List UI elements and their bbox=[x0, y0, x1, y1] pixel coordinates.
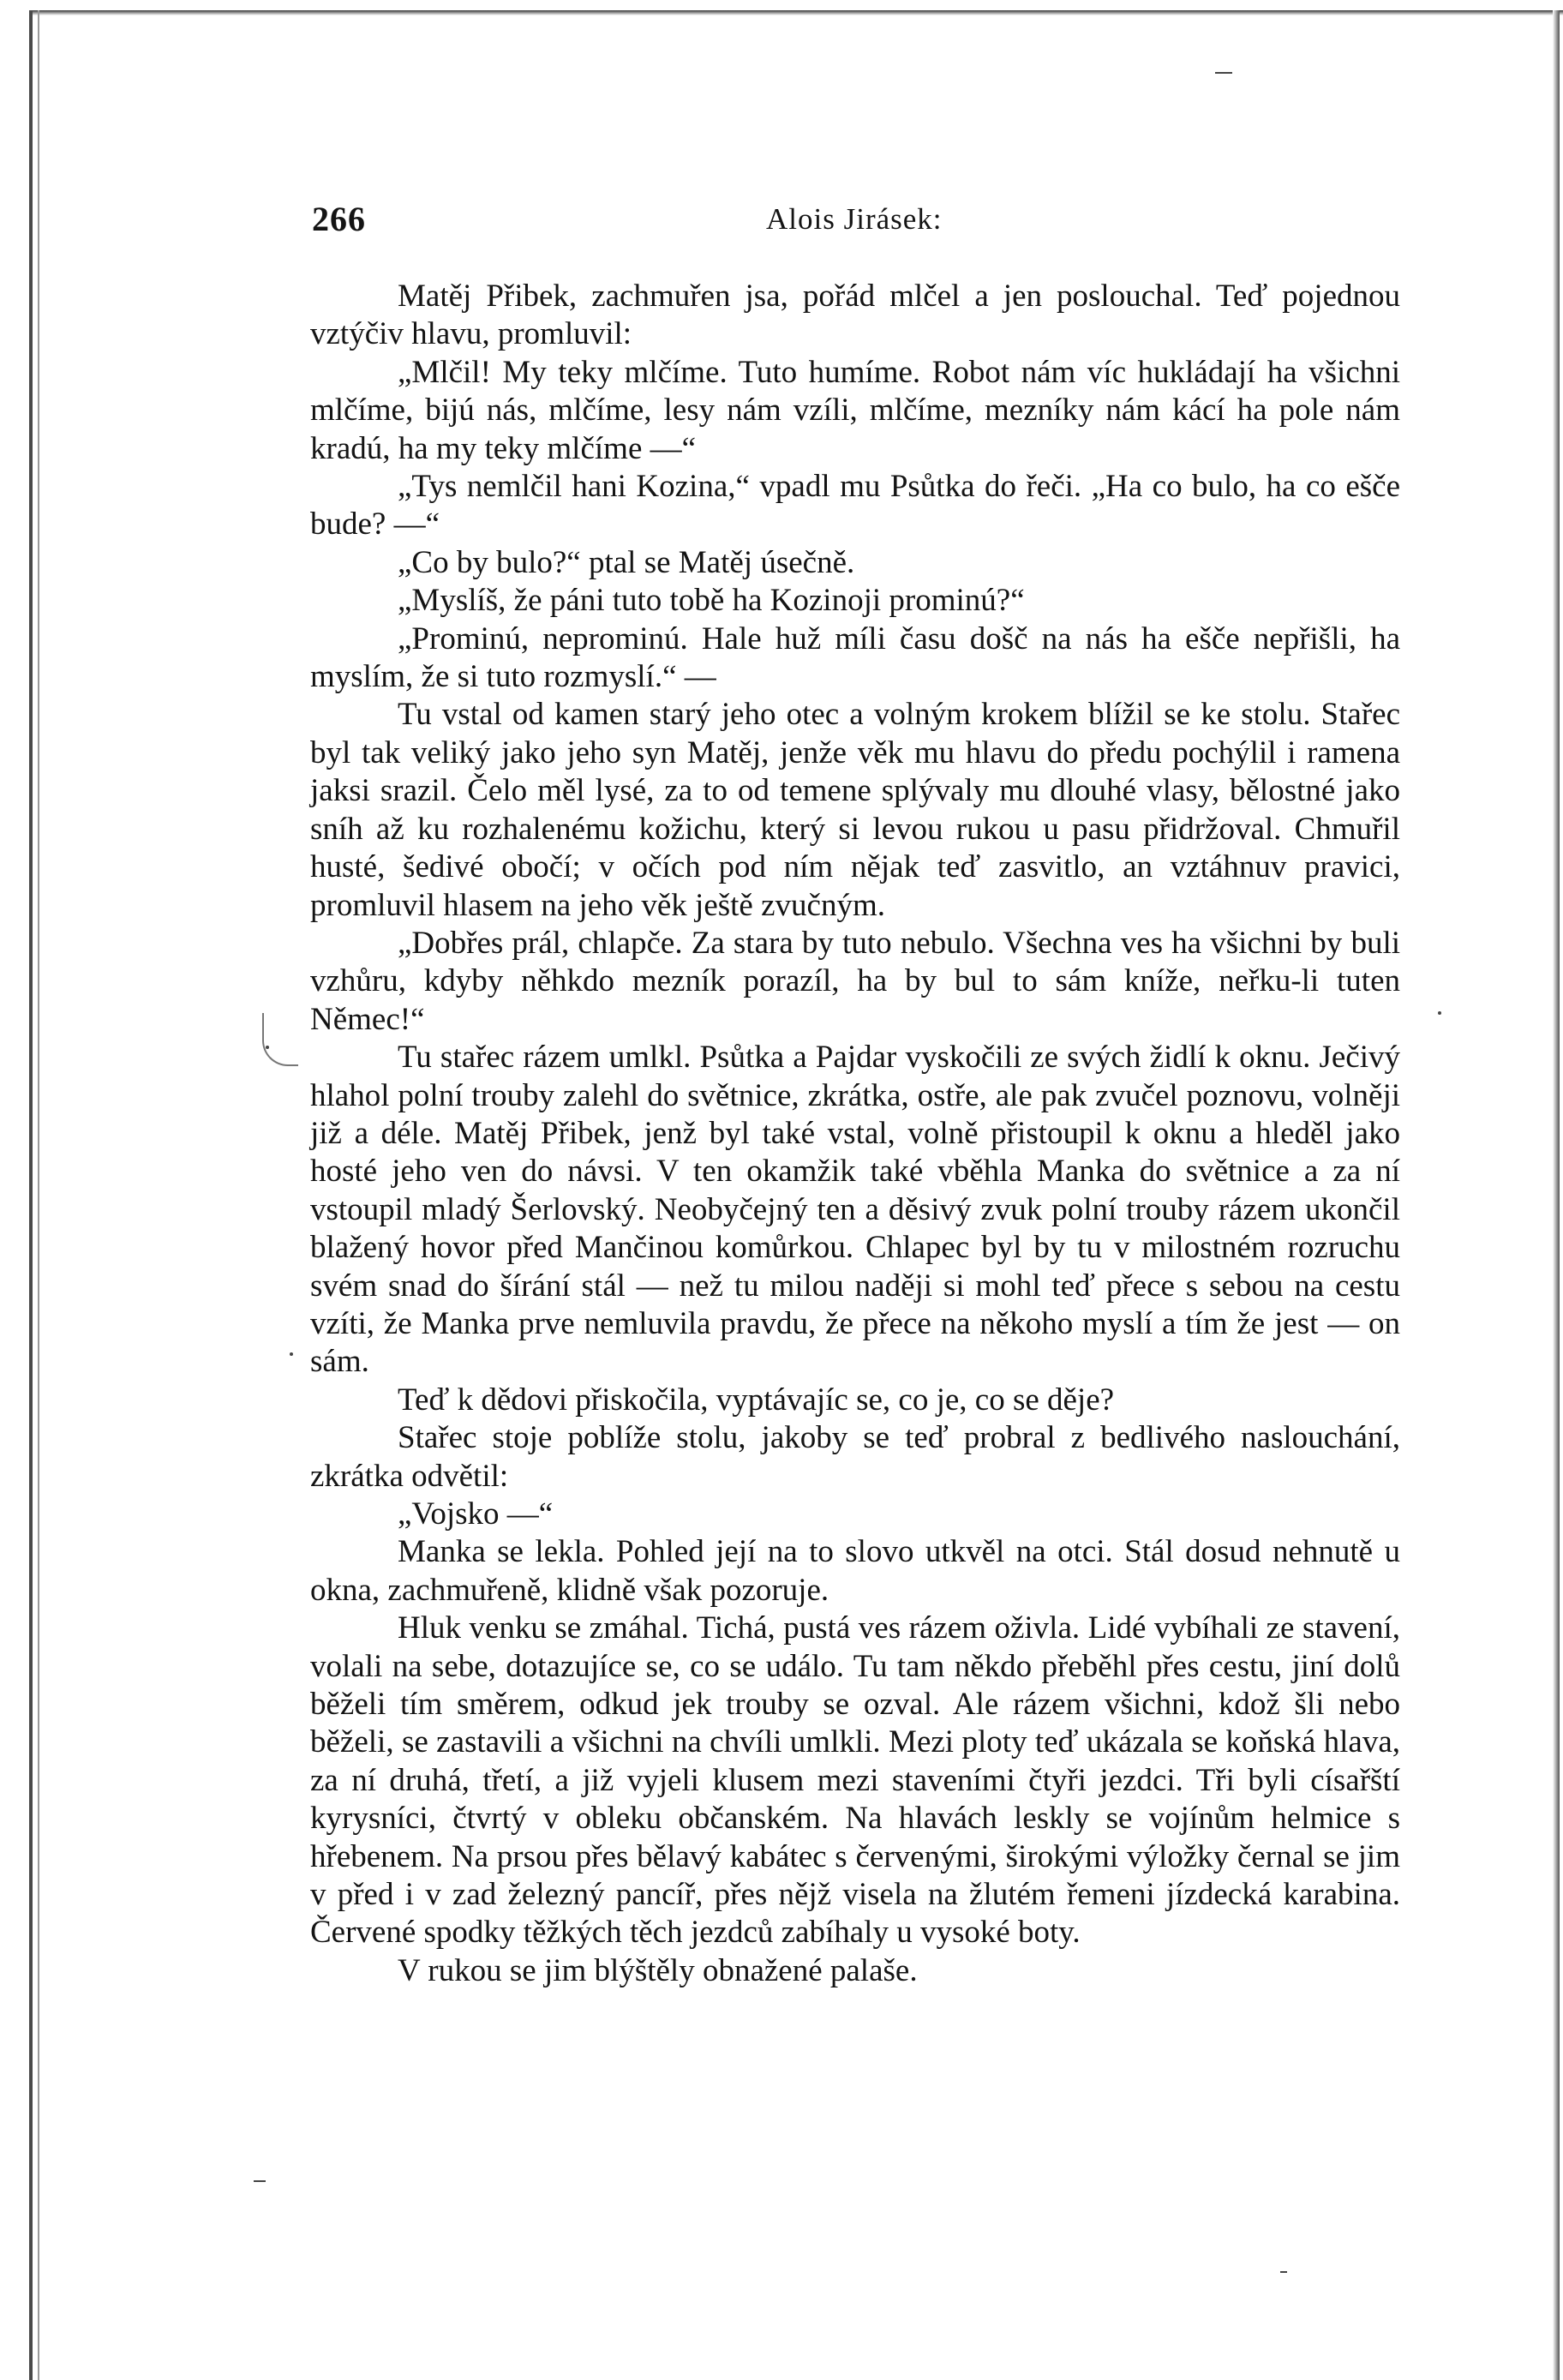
scan-speck bbox=[1280, 2271, 1287, 2273]
scan-speck bbox=[1215, 72, 1232, 74]
paragraph: „Mlčil! My teky mlčíme. Tuto humíme. Robot nám víc hukládají ha všichni mlčíme, bijú nás, mlčíme, lesy nám vzíli, mlčíme, mezníky nám kácí ha pole nám kradú, ha my teky mlčíme —“ bbox=[310, 354, 1400, 466]
paragraph: Hluk venku se zmáhal. Tichá, pustá ves rázem oživla. Lidé vybíhali ze stavení, volali na sebe, dotazujíce se, co se událo. Tu tam někdo přeběhl přes cestu, jiní dolů běželi tím směrem, odkud jek trouby se ozval. Ale rázem všichni, kdož šli nebo běželi, se zastavili a všichni na chvíli umlkli. Mezi ploty teď ukázala se koňská hlava, za ní druhá, třetí, a již vyjeli klusem mezi staveními čtyři jezdci. Tři byli císařští kyrysníci, čtvrtý v obleku občanském. Na hlavách leskly se vojínům helmice s hřebenem. Na prsou přes bělavý kabátec s červenými, širokými výložky černal se jim v před i v zad železný pancíř, přes nějž visela na žlutém řemeni jízdecká karabina. Červené spodky těžkých těch jezdců zabíhaly u vysoké boty. bbox=[310, 1610, 1400, 1951]
paragraph: „Prominú, neprominú. Hale huž míli času došč na nás ha ešče nepřišli, ha myslím, že si tuto rozmyslí.“ — bbox=[310, 620, 1400, 695]
paragraph: „Co by bulo?“ ptal se Matěj úsečně. bbox=[398, 544, 855, 580]
paragraph: Tu stařec rázem umlkl. Psůtka a Pajdar vyskočili ze svých židlí k oknu. Ječivý hlahol polní trouby zalehl do světnice, zkrátka, ostře, ale pak zvučel poznovu, volněji již a déle. Matěj Přibek, jenž byl také vstal, volně přistoupil k oknu a hleděl jako hosté jeho ven do návsi. V ten okamžik také vběhla Manka do světnice a za ní vstoupil mladý Šerlovský. Neobyčejný ten a děsivý zvuk polní trouby rázem ukončil blažený hovor před Mančinou komůrkou. Chlapec byl by tu v milostném rozruchu svém snad do šírání stál — než tu milou naději si mohl teď přece s sebou na cestu vzíti, že Manka prve nemluvila pravdu, že přece na někoho myslí a tím že jest — on sám. bbox=[310, 1040, 1400, 1380]
paragraph: „Tys nemlčil hani Kozina,“ vpadl mu Psůtka do řeči. „Ha co bulo, ha co ešče bude? —“ bbox=[310, 469, 1400, 543]
margin-pencil-mark bbox=[262, 1013, 298, 1066]
paragraph: Tu vstal od kamen starý jeho otec a volným krokem blížil se ke stolu. Stařec byl tak veliký jako jeho syn Matěj, jenže věk mu hlavu do předu pochýlil i ramena jaksi srazil. Čelo měl lysé, za to od temene splývaly mu dlouhé vlasy, bělostné jako sníh až ku rozhalenému kožichu, který si levou rukou u pasu přidržoval. Chmuřil husté, šedivé obočí; v očích pod ním nějak teď zasvitlo, an vztáhnuv pravici, promluvil hlasem na jeho věk ještě zvučným. bbox=[310, 697, 1400, 923]
scan-edge-left bbox=[29, 10, 33, 2380]
scan-edge-top bbox=[29, 10, 1563, 15]
page-header bbox=[312, 199, 1400, 242]
running-head: Alois Jirásek: bbox=[766, 202, 943, 236]
scan-edge-left-inner bbox=[38, 10, 39, 2380]
scan-speck bbox=[290, 1352, 293, 1356]
scan-edge-right bbox=[1553, 10, 1560, 2380]
paragraph: „Dobřes prál, chlapče. Za stara by tuto nebulo. Všechna ves ha všichni by buli vzhůru, kdyby něhkdo mezník porazíl, ha by bul to sám kníže, neřku-li tuten Němec!“ bbox=[310, 925, 1400, 1037]
scan-speck bbox=[254, 2180, 266, 2182]
paragraph: „Vojsko —“ bbox=[398, 1496, 554, 1532]
paragraph: Matěj Přibek, zachmuřen jsa, pořád mlčel a jen poslouchal. Teď pojednou vztýčiv hlavu, promluvil: bbox=[310, 279, 1400, 352]
scan-speck bbox=[1438, 1011, 1441, 1015]
paragraph: Stařec stoje poblíže stolu, jakoby se teď probral z bedlivého naslouchání, zkrátka odvětil: bbox=[310, 1420, 1400, 1494]
paragraph: V rukou se jim blýštěly obnažené palaše. bbox=[398, 1952, 918, 1988]
page-number: 266 bbox=[312, 200, 366, 238]
body-text bbox=[310, 278, 1400, 1990]
paragraph: Manka se lekla. Pohled její na to slovo utkvěl na otci. Stál dosud nehnutě u okna, zachmuřeně, klidně však pozoruje. bbox=[310, 1534, 1400, 1608]
paragraph: „Myslíš, že páni tuto tobě ha Kozinoji prominú?“ bbox=[398, 583, 1025, 619]
paragraph: Teď k dědovi přiskočila, vyptávajíc se, co je, co se děje? bbox=[398, 1382, 1115, 1418]
